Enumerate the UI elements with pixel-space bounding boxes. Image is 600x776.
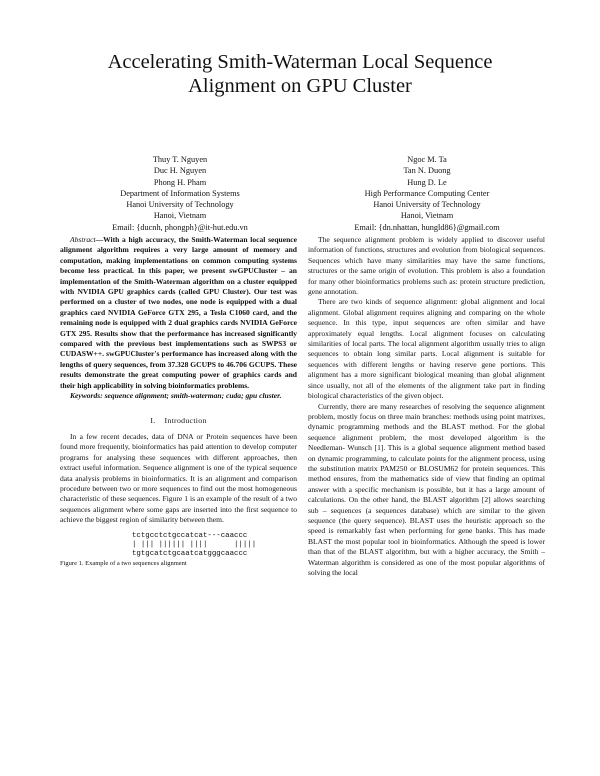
abstract-text: With a high accuracy, the Smith-Waterman local sequence alignment algorithm requires a very large amount of memory and computation, making implementations on common computing systems become less practical. In this paper, we present swGPUCluster – an implementation of the Smith-Waterman algorithm on a cluster equipped with NVIDIA GPU graphics cards (called GPU Cluster). Our test was performed on a cluster of two nodes, one node is equipped with a dual graphics card NVIDIA GeForce GTX 295, a Tesla C1060 card, and the remaining node is equipped with 2 dual graphics cards NVIDIA GeForce GTX 295. Results show that the performance has increased significantly compared with the previous best implementations such as SWPS3 or CUDASW++. swGPUCluster's performance has increased along with the lengths of query sequences, from 37.328 GCUPS to 46.706 GCUPS. These results demonstrate the great computing power of graphics cards and their high applicability in solving bioinformatics problems. (60, 235, 297, 390)
author-block-left (80, 154, 280, 233)
sequence-alignment-figure (132, 532, 297, 559)
author-name: Hung D. Le (407, 177, 447, 187)
right-column (308, 235, 545, 578)
section-number: I. (150, 415, 156, 425)
match-line: | ||| |||||| |||| ||||| (132, 540, 257, 549)
author-email: Email: {dn.nhattan, hungld86}@gmail.com (354, 222, 500, 232)
keywords (60, 391, 297, 401)
figure-caption: Figure 1. Example of a two sequences alignment (60, 559, 187, 567)
author-block-right (322, 154, 532, 233)
author-university: Hanoi University of Technology (373, 200, 481, 210)
author-email: Email: {ducnh, phongph}@it-hut.edu.vn (112, 222, 248, 232)
author-city: Hanoi, Vietnam (153, 211, 207, 221)
sequence-2: tgtgcatctgcaatcatgggcaaccc (132, 549, 248, 558)
abstract (60, 235, 297, 391)
author-department: High Performance Computing Center (364, 188, 490, 198)
paper-title (40, 50, 560, 98)
author-name: Ngoc M. Ta (407, 155, 447, 164)
author-department: Department of Information Systems (120, 188, 240, 198)
abstract-dash: — (95, 235, 104, 244)
author-name: Duc H. Nguyen (153, 166, 207, 176)
keywords-text: sequence alignment; smith-waterman; cuda; gpu cluster. (104, 391, 282, 401)
author-city: Hanoi, Vietnam (400, 211, 454, 221)
intro-paragraph: In a few recent decades, data of DNA or Protein sequences have been found more frequently, bioinformatics has paid attention to develop computer programs for analysing these sequences with different approaches, then extract useful information. Sequence alignment is one of the typical sequence data analysis problems in bioinformatics. It is an alignment and comparison procedure between two or more sequences to find out the most homogeneous characteristic of these sequences. Figure 1 is an example of the result of a two sequences alignment where some gaps are inserted into the first sequence to achieve the biggest region of similarity between them. (60, 431, 297, 525)
left-column (60, 235, 297, 569)
section-title: Introduction (164, 415, 207, 425)
author-name: Phong H. Pham (153, 177, 207, 187)
section-heading-introduction (60, 416, 297, 426)
title-line-2: Alignment on GPU Cluster (188, 75, 412, 97)
abstract-label: Abstract (70, 235, 96, 244)
author-name: Tan N. Duong (403, 166, 451, 176)
keywords-label: Keywords: (70, 391, 103, 401)
author-university: Hanoi University of Technology (126, 200, 234, 210)
sequence-1: tctgcctctgccatcat---caaccc (132, 531, 248, 540)
body-paragraph: There are two kinds of sequence alignment: global alignment and local alignment. Global alignment requires aligning and comparing on the whole sequence. In this type, input sequences are often similar and have approximately equal lengths. Local alignment focuses on calculating similarities of local parts. The local alignment algorithm usually tries to align sequences to obtain long similar parts. Local alignment is suitable for sequences with different lengths or having reserve gene portions. This alignment has a more significant biological meaning than global alignment since usually, not all of the elements of the alignment take part in finding biological characteristics of the given object. (308, 297, 545, 401)
body-paragraph: Currently, there are many researches of resolving the sequence alignment problem, mostly focus on three main branches: methods using point matrixes, dynamic programming methods and the BLAST method. For the global sequence alignment problem, the most developed algorithm is the Needleman- Wunsch [1]. This is a global sequence alignment method based on dynamic programming, to calculate points for the alignment process, using the substitution matrix PAM250 or BLOSUM62 for protein sequences. This method ensures, from the mathematics side of view that finding an optimal answer with a specific mechanism is possible, but it has a large amount of calculations. On the other hand, the BLAST algorithm [2] allows searching sub – sequences (a sequences database) which are similar to the given sequence (the query sequence). BLAST uses the heuristic approach so the speed is remarkably fast when performing for gene banks. This has made BLAST the most popular tool in bioinformatics. Although the speed is lower than that of the BLAST algorithm, but with a higher accuracy, the Smith – Waterman algorithm is considered as one of the most popular algorithms of solving the local (308, 401, 545, 577)
author-name: Thuy T. Nguyen (152, 155, 208, 164)
body-paragraph: The sequence alignment problem is widely applied to discover useful information of functions, structures and evolution from biological sequences. Sequences which have many similarities may have the same functions, structures or the same origin of evolution. This problem is also a foundation for many other bioinformatics problems such as: protein structure prediction, gene annotation. (308, 235, 545, 297)
title-line-1: Accelerating Smith-Waterman Local Sequence (107, 51, 493, 73)
